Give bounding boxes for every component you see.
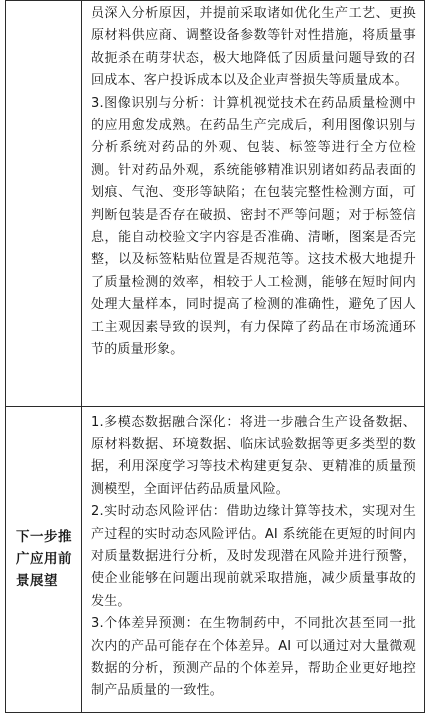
paragraph: 员深入分析原因，并提前采取诸如优化生产工艺、更换原材料供应商、调整设备参数等针对性措施，将质量事故扼杀在萌芽状态，极大地降低了因质量问题导致的召回成本、客户投诉成本以及企业声誉损失等质量成本。 bbox=[91, 6, 416, 89]
paragraph: 2.实时动态风险评估：借助边缘计算等技术，实现对生产过程的实时动态风险评估。AI 系统能在更短的时间内对质量数据进行分析，及时发现潜在风险并进行预警，使企业能够在问题出现前就采取措施，减少质量事故的发生。 bbox=[91, 504, 416, 609]
row-label-cell bbox=[6, 406, 82, 712]
row-content-cell bbox=[82, 406, 425, 712]
row-label-cell bbox=[6, 1, 82, 407]
paragraph: 3.个体差异预测：在生物制药中，不同批次甚至同一批次内的产品可能存在个体差异。AI 可以通过对大量微观数据的分析，预测产品的个体差异，帮助企业更好地控制产品质量的一致性。 bbox=[91, 616, 416, 699]
paragraph: 3.图像识别与分析：计算机视觉技术在药品质量检测中的应用愈发成熟。在药品生产完成后，利用图像识别与分析系统对药品的外观、包装、标签等进行全方位检测。针对药品外观，系统能够精准识别诸如药品表面的划痕、气泡、变形等缺陷；在包装完整性检测方面，可判断包装是否存在破损、密封不严等问题；对于标签信息，能自动校验文字内容是否准确、清晰，图案是否完整，以及标签粘贴位置是否规范等。这技术极大地提升了质量检测的效率，相较于人工检测，能够在短时间内处理大量样本，同时提高了检测的准确性，避免了因人工主观因素导致的误判，有力保障了药品在市场流通环节的质量形象。 bbox=[91, 95, 416, 358]
document-table bbox=[5, 0, 425, 713]
row-content bbox=[82, 407, 424, 703]
paragraph: 1.多模态数据融合深化：将进一步融合生产设备数据、原材料数据、环境数据、临床试验数据等更多类型的数据，利用深度学习等技术构建更复杂、更精准的质量预测模型，全面评估药品质量风险。 bbox=[91, 414, 416, 497]
row-content-cell bbox=[82, 1, 425, 407]
table-row bbox=[6, 406, 425, 712]
table-row bbox=[6, 1, 425, 407]
row-content bbox=[82, 1, 424, 362]
row-label: 下一步推广应用前景展望 bbox=[16, 529, 72, 590]
